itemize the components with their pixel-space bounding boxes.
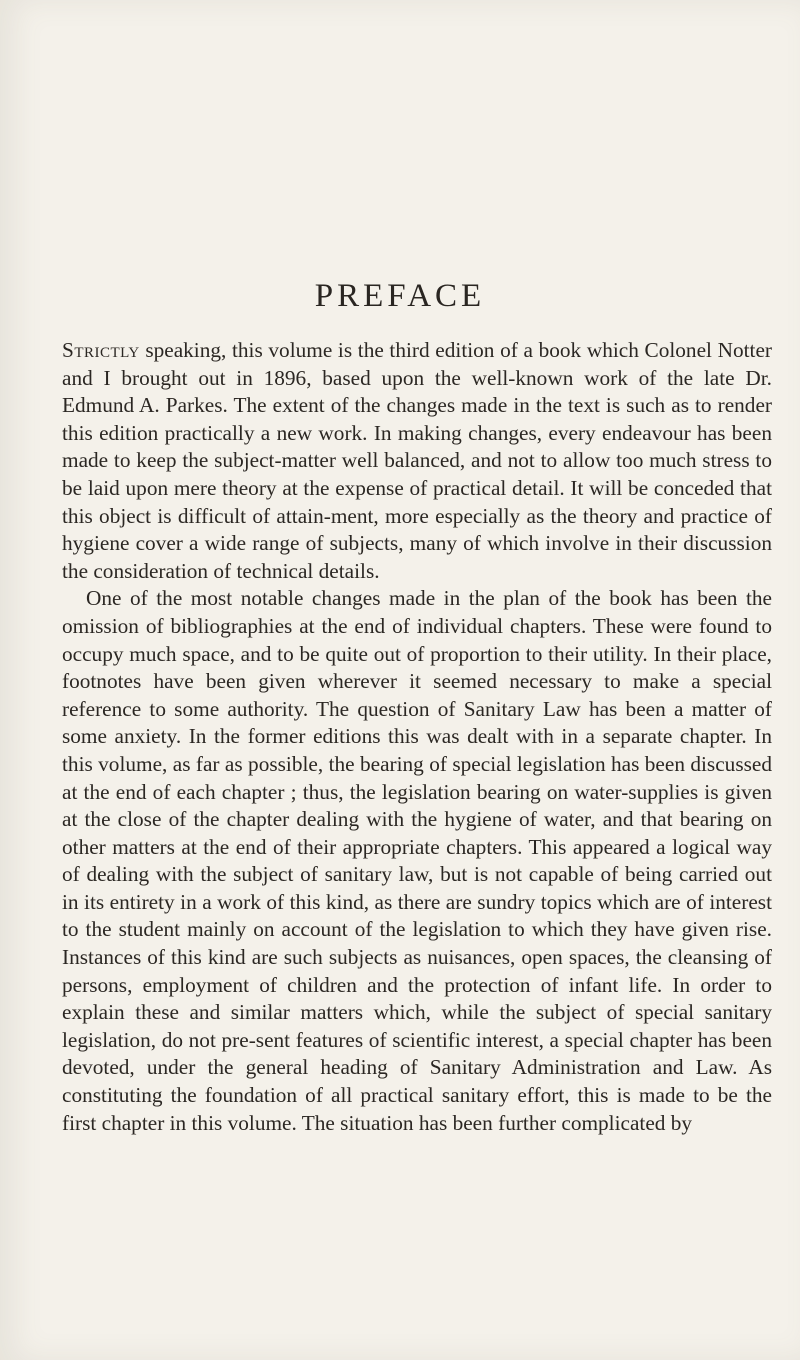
paragraph-1-text: speaking, this volume is the third edition of a book which Colonel Notter and I brought out in 1896, based upon the well-known work of the late Dr. Edmund A. Parkes. The extent of the changes made in the text is such as to render this edition practically a new work. In making changes, every endeavour has been made to keep the subject-matter well balanced, and not to allow too much stress to be laid upon mere theory at the expense of practical detail. It will be conceded that this object is difficult of attain-ment, more especially as the theory and practice of hygiene cover a wide range of subjects, many of which involve in their discussion the consideration of technical details. — [62, 338, 772, 583]
page-title: PREFACE — [314, 278, 486, 314]
paragraph-2: One of the most notable changes made in the plan of the book has been the omission of bibliographies at the end of individual chapters. These were found to occupy much space, and to be quite out of proportion to their utility. In their place, footnotes have been given wherever it seemed necessary to make a special reference to some authority. The question of Sanitary Law has been a matter of some anxiety. In the former editions this was dealt with in a separate chapter. In this volume, as far as possible, the bearing of special legislation has been discussed at the end of each chapter ; thus, the legislation bearing on water-supplies is given at the close of the chapter dealing with the hygiene of water, and that bearing on other matters at the end of their appropriate chapters. This appeared a logical way of dealing with the subject of sanitary law, but is not capable of being carried out in its entirety in a work of this kind, as there are sundry topics which are of interest to the student mainly on account of the legislation to which they have given rise. Instances of this kind are such subjects as nuisances, open spaces, the cleansing of persons, employment of children and the protection of infant life. In order to explain these and similar matters which, while the subject of special sanitary legislation, do not pre-sent features of scientific interest, a special chapter has been devoted, under the general heading of Sanitary Administration and Law. As constituting the foundation of all practical sanitary effort, this is made to be the first chapter in this volume. The situation has been further complicated by — [62, 586, 772, 1135]
preface-body — [62, 337, 772, 1137]
paragraph-lead-word: Strictly — [62, 338, 140, 362]
paragraph-1 — [62, 337, 772, 585]
